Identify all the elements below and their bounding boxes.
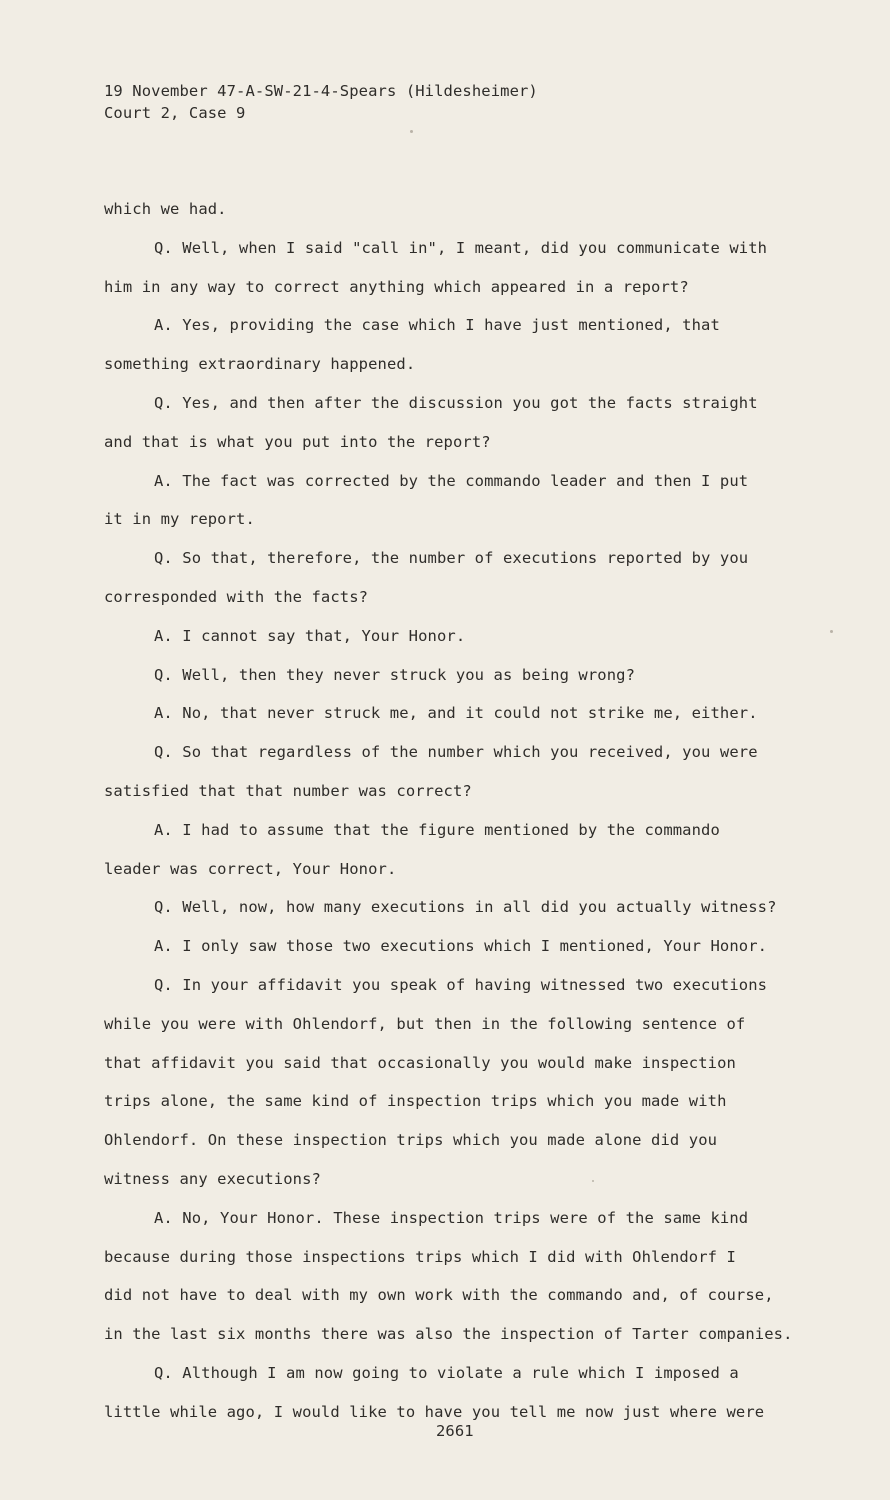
transcript-line: Q. So that regardless of the number which you received, you were bbox=[154, 743, 758, 762]
page-number: 2661 bbox=[436, 1422, 474, 1440]
transcript-line: it in my report. bbox=[104, 510, 255, 529]
header-date-reference: 19 November 47-A-SW-21-4-Spears (Hildesheimer) bbox=[104, 82, 538, 100]
transcript-line: A. I had to assume that the figure mentioned by the commando bbox=[154, 820, 720, 839]
transcript-line: that affidavit you said that occasionally you would make inspection bbox=[104, 1053, 736, 1072]
paper-speck bbox=[410, 130, 413, 133]
transcript-line: satisfied that that number was correct? bbox=[104, 781, 472, 800]
header-court-case: Court 2, Case 9 bbox=[104, 104, 246, 122]
transcript-line: which we had. bbox=[104, 200, 227, 218]
document-header bbox=[104, 80, 538, 124]
transcript-line: Q. So that, therefore, the number of executions reported by you bbox=[154, 549, 749, 568]
transcript-line: in the last six months there was also the inspection of Tarter companies. bbox=[104, 1325, 793, 1344]
transcript-line: corresponded with the facts? bbox=[104, 587, 369, 606]
transcript-line: little while ago, I would like to have you tell me now just where were bbox=[104, 1402, 765, 1421]
transcript-line: A. The fact was corrected by the commando leader and then I put bbox=[154, 471, 749, 490]
transcript-line: Q. Yes, and then after the discussion you got the facts straight bbox=[154, 393, 758, 412]
transcript-body bbox=[104, 197, 824, 1439]
transcript-line: Q. Well, then they never struck you as being wrong? bbox=[154, 665, 636, 684]
paper-speck bbox=[830, 630, 833, 633]
transcript-line: leader was correct, Your Honor. bbox=[104, 859, 397, 878]
transcript-line: Q. Although I am now going to violate a rule which I imposed a bbox=[154, 1363, 739, 1382]
transcript-line: A. Yes, providing the case which I have just mentioned, that bbox=[154, 316, 720, 335]
transcript-line: A. I cannot say that, Your Honor. bbox=[154, 626, 466, 645]
transcript-line: Ohlendorf. On these inspection trips which you made alone did you bbox=[104, 1131, 718, 1150]
transcript-line: Q. In your affidavit you speak of having witnessed two executions bbox=[154, 975, 768, 994]
transcript-line: because during those inspections trips which I did with Ohlendorf I bbox=[104, 1247, 736, 1266]
transcript-line: A. No, Your Honor. These inspection trips were of the same kind bbox=[154, 1208, 749, 1227]
transcript-line: and that is what you put into the report? bbox=[104, 432, 491, 451]
transcript-line: did not have to deal with my own work with the commando and, of course, bbox=[104, 1286, 774, 1305]
transcript-line: Q. Well, now, how many executions in all did you actually witness? bbox=[154, 898, 777, 917]
transcript-line: while you were with Ohlendorf, but then in the following sentence of bbox=[104, 1014, 746, 1033]
transcript-line: A. I only saw those two executions which I mentioned, Your Honor. bbox=[154, 937, 768, 956]
paper-speck bbox=[592, 1180, 594, 1182]
transcript-line: something extraordinary happened. bbox=[104, 355, 416, 374]
transcript-line: him in any way to correct anything which appeared in a report? bbox=[104, 277, 689, 296]
transcript-line: witness any executions? bbox=[104, 1169, 321, 1188]
transcript-line: Q. Well, when I said "call in", I meant, did you communicate with bbox=[154, 238, 768, 257]
transcript-line: A. No, that never struck me, and it could not strike me, either. bbox=[154, 704, 758, 723]
transcript-line: trips alone, the same kind of inspection trips which you made with bbox=[104, 1092, 727, 1111]
